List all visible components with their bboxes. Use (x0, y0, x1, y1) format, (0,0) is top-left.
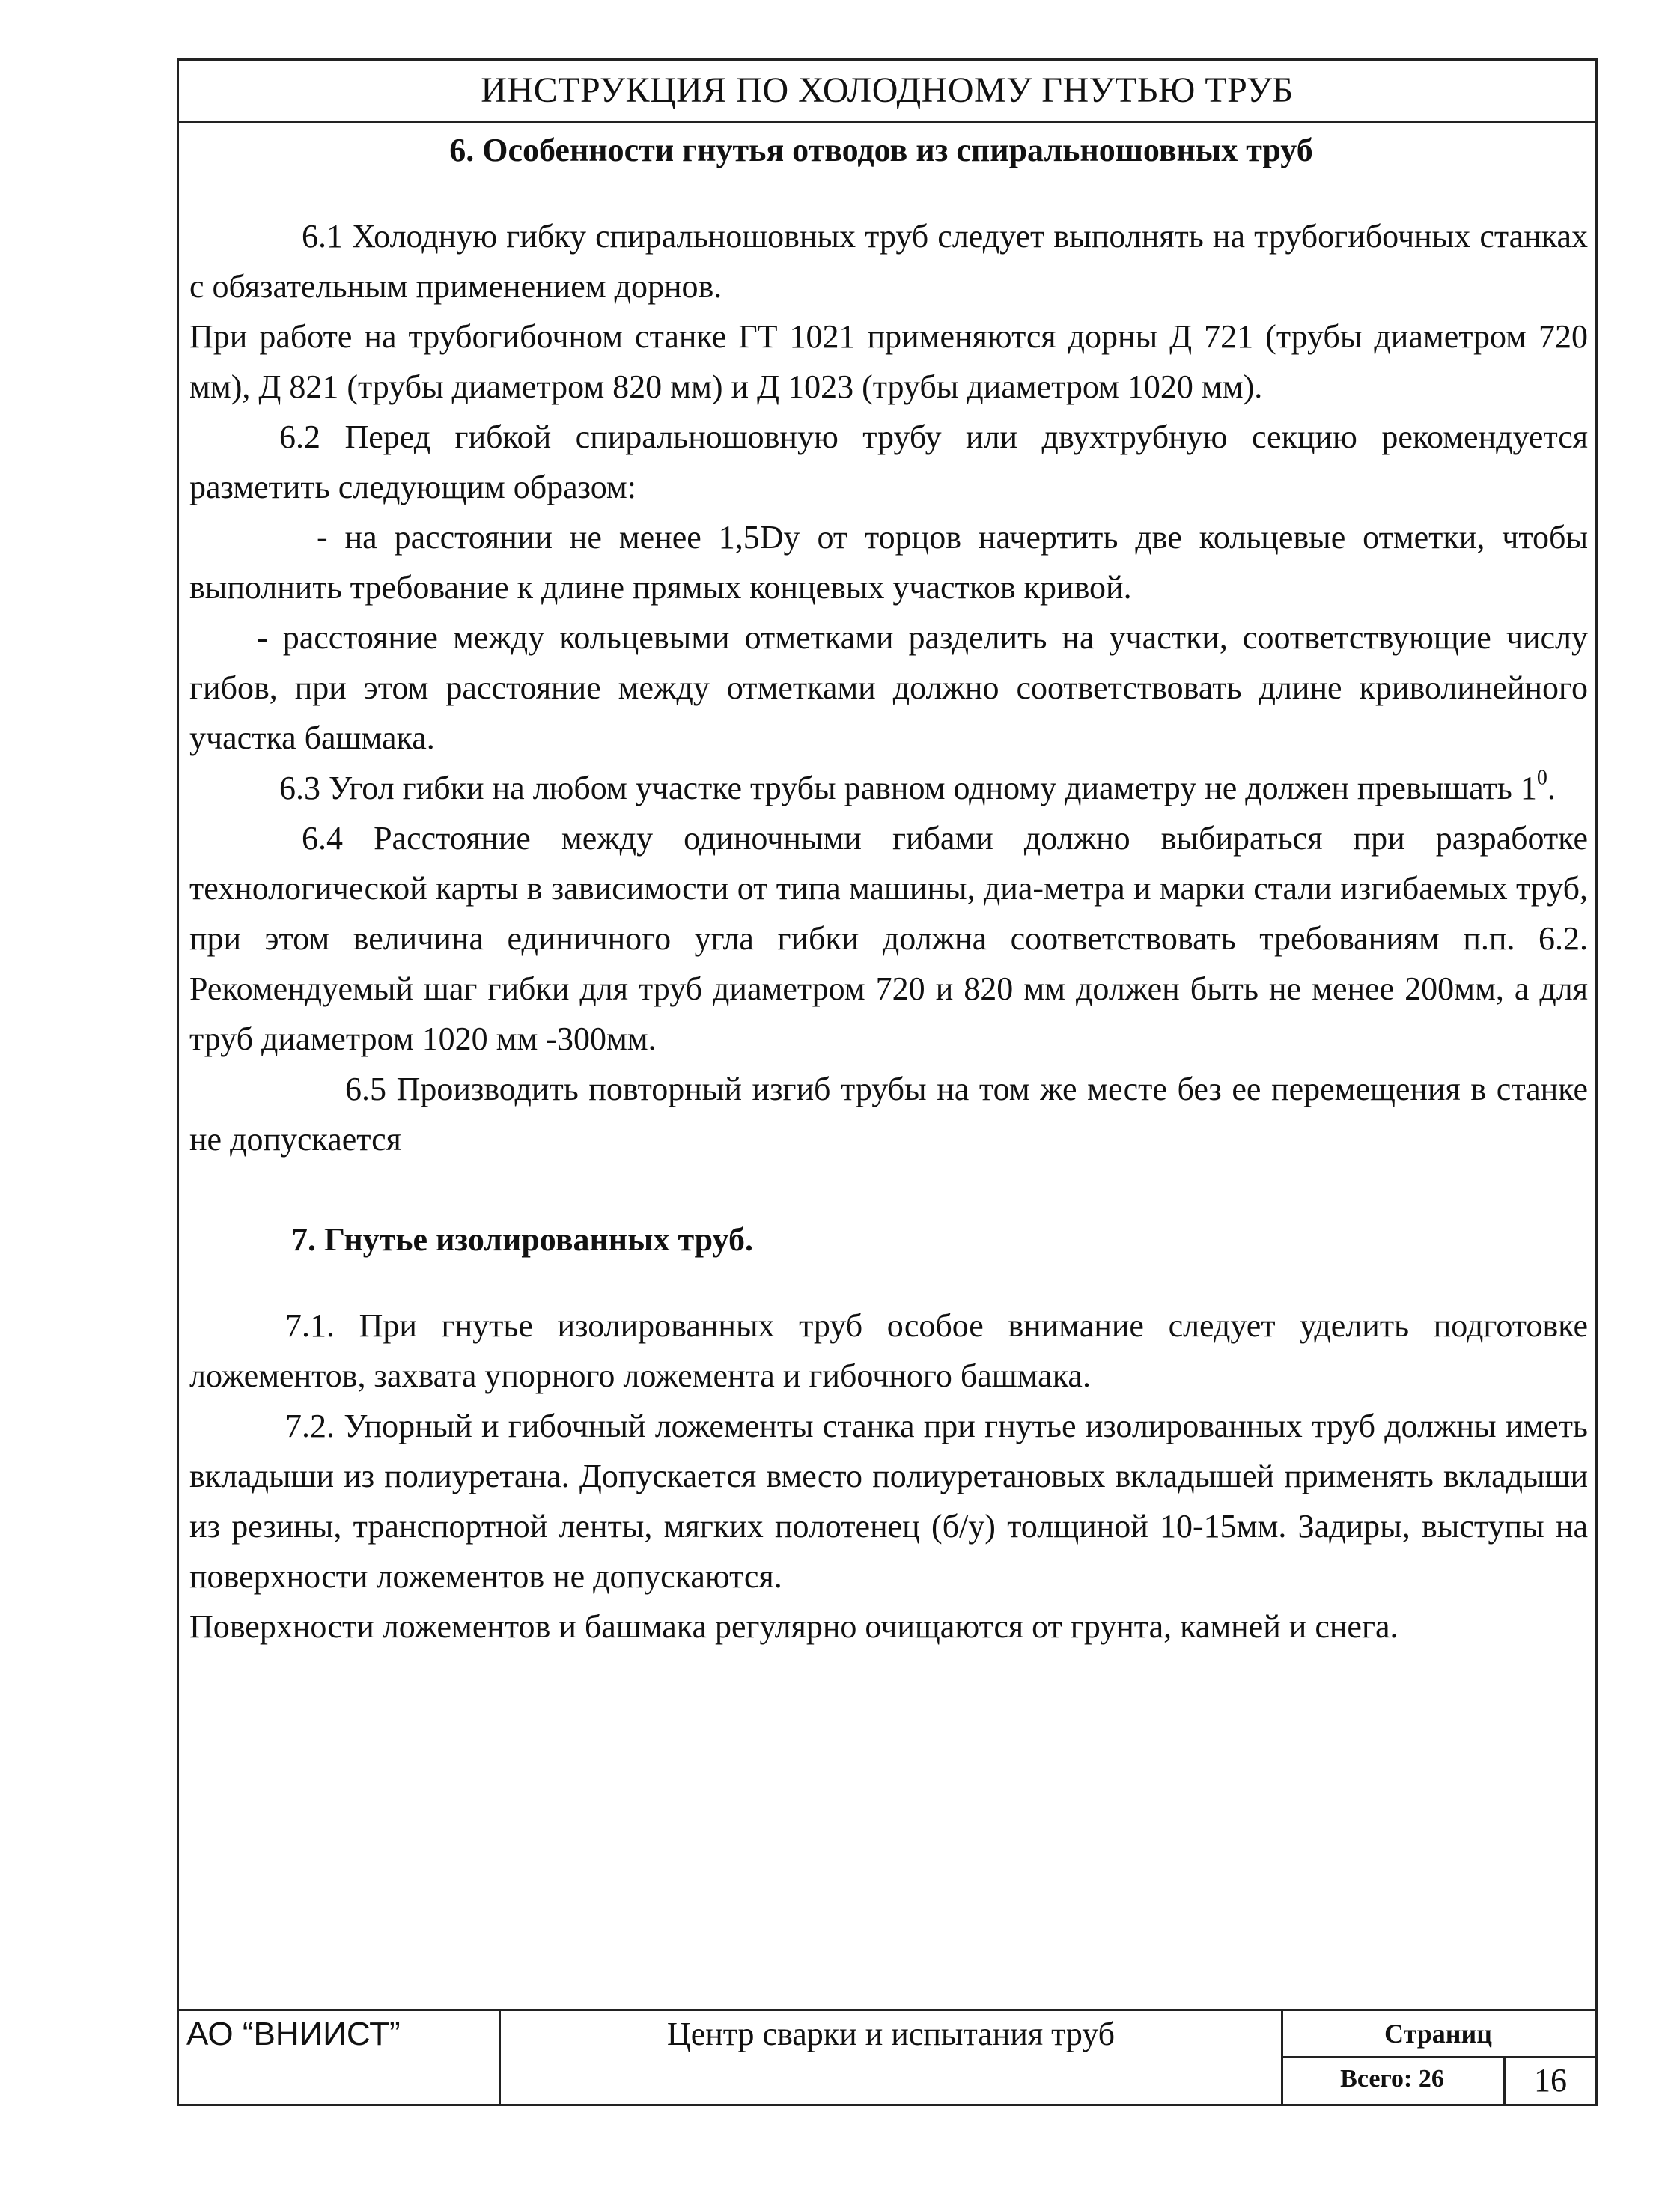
title-block-footer (179, 2009, 1595, 2104)
paragraph-7-2: 7.2. Упорный и гибочный ложементы станка при гнутье изолированных труб должны иметь вкладыши из полиуретана. Допускается вместо полиуретановых вкладышей применять вкладыши из резины, транспортной ленты, мягких полотенец (б/у) толщиной 10-15мм. Задиры, выступы на поверхности ложементов не допускаются. (189, 1408, 1588, 1595)
spacer (189, 1164, 1588, 1214)
paragraph-6-2: 6.2 Перед гибкой спиральношовную трубу или двухтрубную секцию рекомендуется разметить следующим образом: (189, 419, 1588, 505)
footer-pages-label: Страниц (1281, 2011, 1595, 2058)
section-7-title: 7. Гнутье изолированных труб. (291, 1221, 753, 1258)
document-header-title: ИНСТРУКЦИЯ ПО ХОЛОДНОМУ ГНУТЬЮ ТРУБ (179, 61, 1595, 123)
section-6-title: 6. Особенности гнутья отводов из спиральношовных труб (449, 132, 1313, 168)
footer-total-pages: Всего: 26 (1281, 2056, 1506, 2104)
paragraph-6-4: 6.4 Расстояние между одиночными гибами должно выбираться при разработке технологической карты в зависимости от типа машины, диа-метра и марки стали изгибаемых труб, при этом величина единичного угла гибки должна соответствовать требованиям п.п. 6.2. Рекомендуемый шаг гибки для труб диаметром 720 и 820 мм должен быть не менее 200мм, а для труб диаметром 1020 мм -300мм. (189, 820, 1588, 1057)
document-page (177, 58, 1598, 2106)
paragraph-6-1-dorns: При работе на трубогибочном станке ГТ 1021 применяются дорны Д 721 (трубы диаметром 720 мм), Д 821 (трубы диаметром 820 мм) и Д 1023 (трубы диаметром 1020 мм). (189, 318, 1588, 405)
paragraph-6-3-text: 6.3 Угол гибки на любом участке трубы равном одному диаметру не должен превышать 1 (279, 770, 1537, 806)
spacer (189, 1265, 1588, 1301)
paragraph-6-1: 6.1 Холодную гибку спиральношовных труб следует выполнять на трубогибочных станках с обязательным применением дорнов. (189, 218, 1588, 305)
paragraph-6-3 (189, 763, 1588, 813)
paragraph-7-1: 7.1. При гнутье изолированных труб особое внимание следует уделить подготовке ложементов, захвата упорного ложемента и гибочного башмака. (189, 1307, 1588, 1394)
spacer (189, 175, 1588, 211)
footer-department: Центр сварки и испытания труб (501, 2011, 1283, 2104)
paragraph-6-2-item-b: - расстояние между кольцевыми отметками разделить на участки, соответствующие числу гибов, при этом расстояние между отметками должно соответствовать длине криволинейного участка башмака. (189, 619, 1588, 756)
footer-organization: АО “ВНИИСТ” (179, 2011, 501, 2104)
document-body (189, 125, 1588, 1652)
paragraph-6-5: 6.5 Производить повторный изгиб трубы на том же месте без ее перемещения в станке не допускается (189, 1071, 1588, 1158)
footer-page-number: 16 (1534, 2062, 1567, 2099)
paragraph-6-3-end: . (1547, 770, 1556, 806)
degree-superscript: 0 (1536, 766, 1547, 790)
paragraph-7-2-cleaning: Поверхности ложементов и башмака регулярно очищаются от грунта, камней и снега. (189, 1608, 1399, 1645)
paragraph-6-2-item-a: - на расстоянии не менее 1,5Dy от торцов начертить две кольцевые отметки, чтобы выполнить требование к длине прямых концевых участков кривой. (189, 519, 1588, 606)
